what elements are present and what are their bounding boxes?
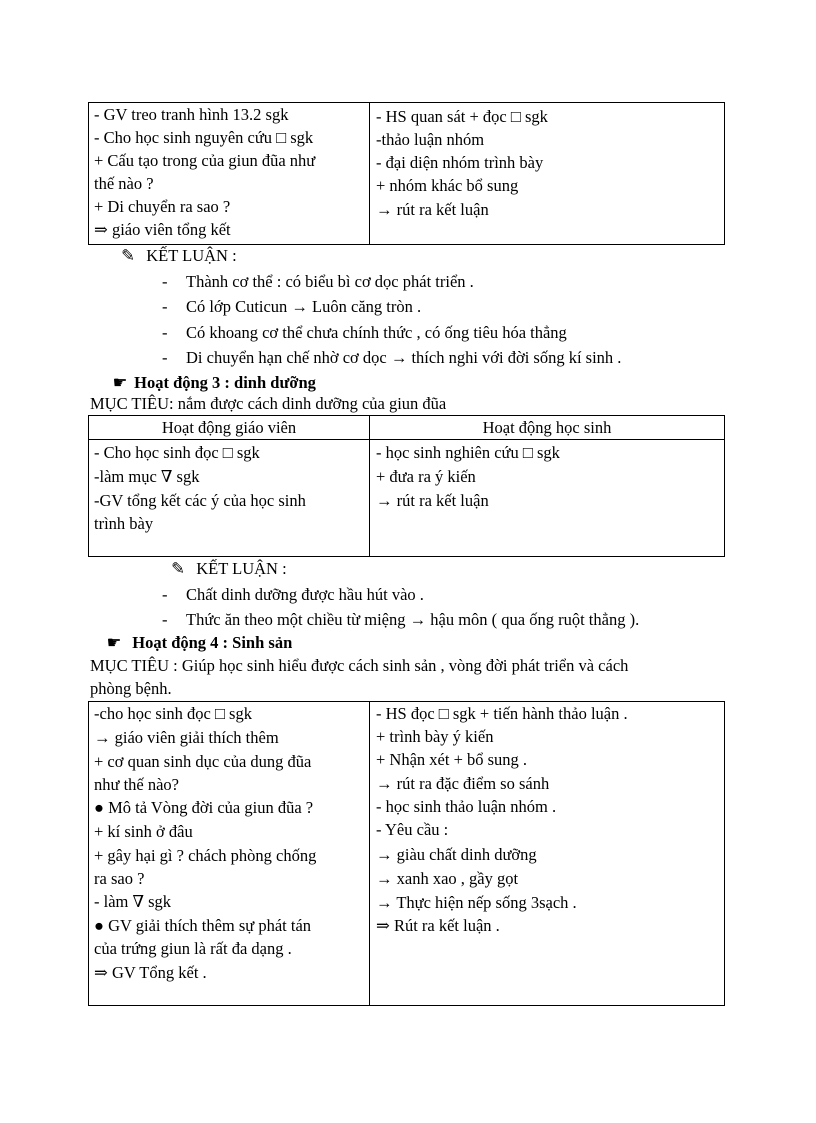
list-item: - Cho học sinh đọc □ sgk (94, 443, 260, 462)
list-item: → xanh xao , gầy gọt (376, 869, 519, 888)
list-item: trình bày (94, 514, 154, 533)
conclusion-item: - (162, 610, 168, 629)
conclusion-item: - (162, 297, 168, 316)
list-item: ⇒ Rút ra kết luận . (376, 916, 500, 935)
list-item: ra sao ? (94, 869, 145, 888)
list-item: - GV treo tranh hình 13.2 sgk (94, 105, 289, 124)
table-activity2 (88, 102, 725, 245)
list-item: → rút ra đặc điểm so sánh (376, 774, 550, 793)
list-item: → Thực hiện nếp sống 3sạch . (376, 893, 577, 912)
pencil-icon: ✎ (171, 559, 185, 578)
conclusion-item-text: Chất dinh dưỡng được hầu hút vào . (186, 585, 424, 604)
list-item: + đưa ra ý kiến (376, 467, 476, 486)
conclusion-item-text: Thành cơ thể : có biểu bì cơ dọc phát triển . (186, 272, 474, 291)
activity4-title: ☛ Hoạt động 4 : Sinh sản (104, 632, 292, 654)
list-item: → rút ra kết luận (376, 200, 489, 219)
activity3-title: ☛ Hoạt động 3 : dinh dưỡng (110, 372, 316, 394)
conclusion-item-text: Có lớp Cuticun → Luôn căng tròn . (186, 297, 422, 316)
list-item: -thảo luận nhóm (376, 130, 485, 149)
list-item: + Nhận xét + bổ sung . (376, 750, 528, 769)
list-item: ● Mô tả Vòng đời của giun đũa ? (94, 798, 314, 817)
list-item: + trình bày ý kiến (376, 727, 494, 746)
list-item: - làm ∇ sgk (94, 892, 172, 911)
list-item: ⇒ giáo viên tổng kết (94, 220, 231, 239)
conclusion-item-text: Có khoang cơ thể chưa chính thức , có ống tiêu hóa thẳng (186, 323, 567, 342)
list-item: - học sinh thảo luận nhóm . (376, 797, 557, 816)
list-item: - HS đọc □ sgk + tiến hành thảo luận . (376, 704, 628, 723)
list-item: → rút ra kết luận (376, 491, 489, 510)
activity4-objective: MỤC TIÊU : Giúp học sinh hiểu được cách sinh sản , vòng đời phát triển và cách (90, 656, 629, 675)
list-item: - Cho học sinh nguyên cứu □ sgk (94, 128, 314, 147)
table-header-teacher: Hoạt động giáo viên (161, 418, 297, 437)
conclusion-heading: ✎ KẾT LUẬN : (118, 245, 237, 267)
list-item: của trứng giun là rất đa dạng . (94, 939, 292, 958)
conclusion-item: - (162, 348, 168, 367)
list-item: - học sinh nghiên cứu □ sgk (376, 443, 560, 462)
pencil-icon: ✎ (121, 246, 135, 265)
list-item: ⇒ GV Tổng kết . (94, 963, 207, 982)
table-teacher-column (89, 103, 370, 244)
list-item: - đại diện nhóm trình bày (376, 153, 544, 172)
table-activity4 (88, 701, 725, 1006)
list-item: như thế nào? (94, 775, 179, 794)
list-item: + cơ quan sinh dục của dung đũa (94, 752, 312, 771)
table-student-column (370, 103, 724, 244)
activity4-objective-cont: phòng bệnh. (90, 679, 172, 698)
list-item: → giàu chất dinh dưỡng (376, 845, 537, 864)
list-item: - Yêu cầu : (376, 820, 449, 839)
list-item: + nhóm khác bổ sung (376, 176, 519, 195)
conclusion-heading: ✎ KẾT LUẬN : (168, 558, 287, 580)
conclusion-item: - (162, 323, 168, 342)
pointing-hand-icon: ☛ (106, 633, 122, 652)
table-activity3 (88, 415, 725, 557)
list-item: + gây hại gì ? chách phòng chống (94, 846, 317, 865)
activity3-objective: MỤC TIÊU: nắm được cách dinh dưỡng của giun đũa (90, 394, 447, 413)
list-item: + Cấu tạo trong của giun đũa như (94, 151, 316, 170)
conclusion-item: - (162, 272, 168, 291)
conclusion-item-text: Di chuyển hạn chế nhờ cơ dọc → thích nghi với đời sống kí sinh . (186, 348, 622, 367)
list-item: ● GV giải thích thêm sự phát tán (94, 916, 312, 935)
pointing-hand-icon: ☛ (112, 373, 128, 392)
table-header-student: Hoạt động học sinh (482, 418, 612, 437)
list-item: -làm mục ∇ sgk (94, 467, 200, 486)
list-item: → giáo viên giải thích thêm (94, 728, 279, 747)
list-item: -GV tổng kết các ý của học sinh (94, 491, 306, 510)
list-item: thế nào ? (94, 174, 154, 193)
list-item: + kí sinh ở đâu (94, 822, 193, 841)
list-item: - HS quan sát + đọc □ sgk (376, 107, 548, 126)
conclusion-item-text: Thức ăn theo một chiều từ miệng → hậu môn ( qua ống ruột thẳng ). (186, 610, 640, 629)
conclusion-item: - (162, 585, 168, 604)
list-item: -cho học sinh đọc □ sgk (94, 704, 252, 723)
list-item: + Di chuyển ra sao ? (94, 197, 231, 216)
